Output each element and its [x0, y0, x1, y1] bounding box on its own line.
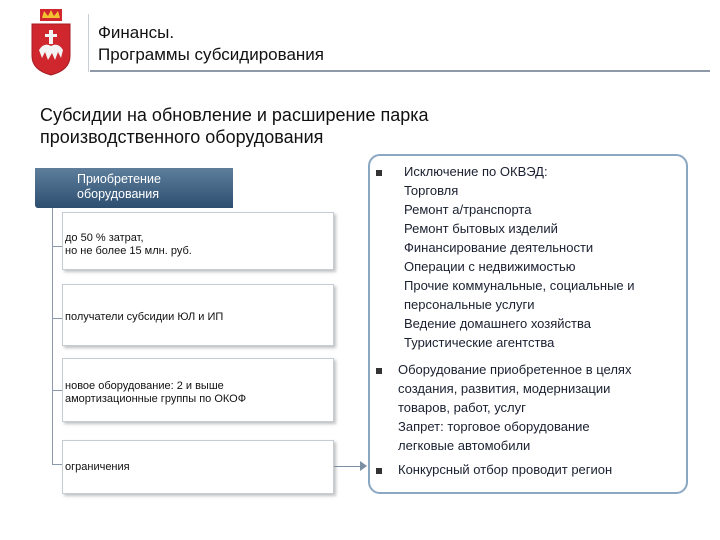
new-equipment-line-2: амортизационные группы по ОКОФ: [65, 393, 247, 405]
tab-line-1: Приобретение: [77, 172, 161, 186]
bullet-icon: [376, 368, 382, 374]
equipment-purpose-text: [398, 360, 631, 455]
slide-title-line-1: Субсидии на обновление и расширение парка: [40, 105, 429, 125]
okved-exclusion-heading: Исключение по ОКВЭД:: [404, 164, 548, 179]
slide-title-line-2: производственного оборудования: [40, 127, 324, 147]
exclusion-item: Ведение домашнего хозяйства: [404, 316, 591, 331]
cost-limit-box: [62, 212, 334, 270]
exclusion-item: Туристические агентства: [404, 335, 555, 350]
exclusion-item: Ремонт а/транспорта: [404, 202, 532, 217]
equipment-line: создания, развития, модернизации: [398, 381, 611, 396]
equipment-line: легковые автомобили: [398, 438, 531, 453]
new-equipment-line-1: новое оборудование: 2 и выше: [65, 380, 224, 392]
cost-limit-line-2: но не более 15 млн. руб.: [65, 245, 192, 257]
restrictions-box: [62, 440, 334, 494]
equipment-purchase-tab: [35, 168, 233, 208]
equipment-line: Запрет: торговое оборудование: [398, 419, 590, 434]
equipment-line: товаров, работ, услуг: [398, 400, 526, 415]
exclusion-item: Операции с недвижимостью: [404, 259, 576, 274]
connector-tick: [52, 390, 62, 391]
exclusion-item: персональные услуги: [404, 297, 535, 312]
exclusion-item: Финансирование деятельности: [404, 240, 594, 255]
competitive-selection-text: Конкурсный отбор проводит регион: [398, 462, 613, 477]
cost-limit-line-1: до 50 % затрат,: [65, 232, 144, 244]
new-equipment-box: [62, 358, 334, 422]
restrictions-text: ограничения: [65, 461, 130, 473]
connector-tick: [52, 318, 62, 319]
connector-tick: [52, 246, 62, 247]
recipients-text: получатели субсидии ЮЛ и ИП: [65, 311, 224, 323]
header-underline: [90, 70, 710, 72]
header-separator: [88, 14, 89, 72]
okved-exclusion-list: [404, 181, 635, 352]
header-line-1: Финансы.: [98, 23, 175, 42]
connector-tick: [52, 464, 62, 465]
equipment-line: Оборудование приобретенное в целях: [398, 362, 632, 377]
tab-line-2: оборудования: [77, 187, 160, 201]
arrow-head-icon: [360, 461, 367, 471]
region-emblem-icon: [30, 8, 72, 76]
bullet-icon: [376, 170, 382, 176]
recipients-box: [62, 284, 334, 346]
exclusion-item: Ремонт бытовых изделий: [404, 221, 558, 236]
header-title: [98, 22, 324, 66]
header-line-2: Программы субсидирования: [98, 45, 324, 64]
slide-title: [40, 104, 680, 148]
exclusion-item: Торговля: [404, 183, 459, 198]
exclusion-item: Прочие коммунальные, социальные и: [404, 278, 635, 293]
bullet-icon: [376, 468, 382, 474]
